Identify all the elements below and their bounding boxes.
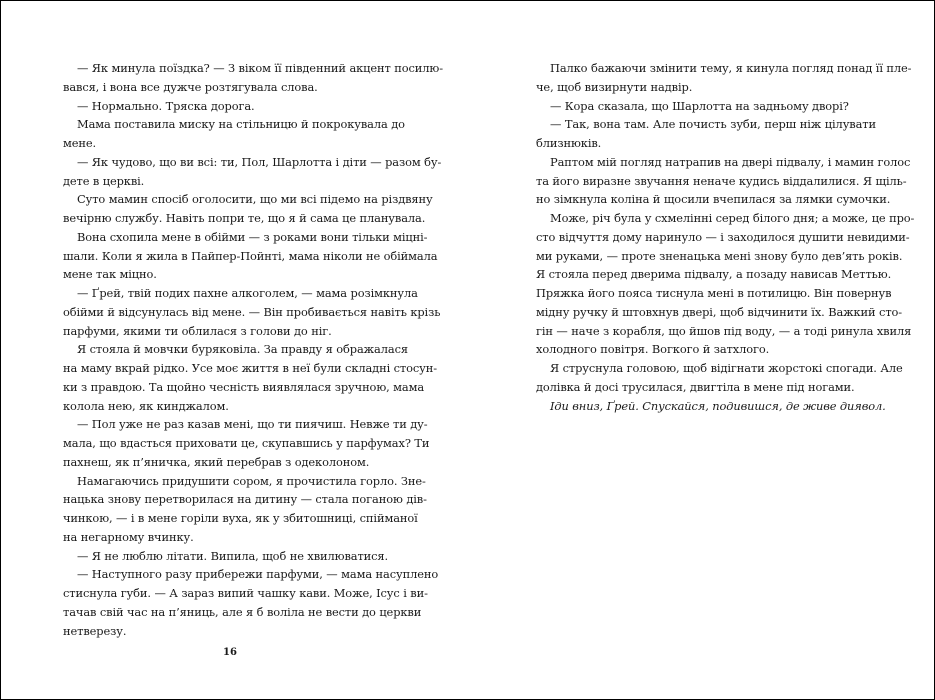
text-line: мала, що вдасться приховати це, скупавшись у парфумах? Ти — [63, 436, 430, 450]
page-number: 16 — [223, 647, 237, 658]
text-line: та його виразне звучання неначе кудись віддалилися. Я щіль- — [536, 173, 907, 188]
text-line: Іди вниз, Ґрей. Спускайся, подивишся, де живе диявол. — [550, 398, 886, 413]
text-line: нацька знову перетворилася на дитину — стала поганою дів- — [63, 492, 427, 507]
text-line: Може, річ була у схмелінні серед білого дня; а може, це про- — [550, 211, 915, 225]
left-page — [63, 59, 443, 640]
text-line: сто відчуття дому наринуло — і заходилося душити невидими- — [536, 229, 910, 244]
text-line: — Так, вона там. Але почисть зуби, перш ніж цілувати — [550, 117, 876, 132]
text-line: дете в церкві. — [63, 173, 145, 188]
text-line: пахнеш, як п’яничка, який перебрав з одеколоном. — [63, 454, 370, 469]
text-line: ки з правдою. Та щойно чесність виявлялася зручною, мама — [63, 379, 425, 394]
text-line: Я стояла перед дверима підвалу, а позаду нависав Меттью. — [536, 267, 892, 282]
text-line: — Наступного разу прибережи парфуми, — мама насуплено — [77, 567, 439, 582]
text-line: — Як минула поїздка? — З віком її південний акцент посилю- — [77, 61, 443, 75]
text-line: тачав свій час на п’яниць, але я б воліла не вести до церкви — [63, 604, 422, 619]
text-line: — Ґрей, твій подих пахне алкоголем, — мама розімкнула — [77, 286, 418, 300]
text-line: парфуми, якими ти облилася з голови до ніг. — [63, 323, 332, 338]
text-line: холодного повітря. Вогкого й затхлого. — [536, 342, 770, 357]
text-line: вечірню службу. Навіть попри те, що я й сама це планувала. — [63, 211, 426, 225]
text-line: Я струснула головою, щоб відігнати жорстокі спогади. Але — [550, 361, 903, 375]
text-line: близнюків. — [536, 136, 602, 150]
text-line: ми руками, — проте зненацька мені знову було дев’ять років. — [536, 248, 903, 263]
text-line: обійми й відсунулась від мене. — Він пробивається навіть крізь — [63, 304, 441, 319]
text-line: мене. — [63, 136, 97, 150]
text-line: вався, і вона все дужче розтягувала слова. — [63, 79, 318, 94]
text-line: Вона схопила мене в обійми — з роками вони тільки міцні- — [77, 229, 428, 244]
text-line: стиснула губи. — А зараз випий чашку кави. Може, Ісус і ви- — [63, 586, 428, 600]
text-line: на негарному вчинку. — [63, 529, 194, 544]
text-line: нетверезу. — [63, 623, 127, 638]
text-line: Намагаючись придушити сором, я прочистила горло. Зне- — [77, 473, 426, 488]
text-line: мене так міцно. — [63, 267, 157, 282]
text-line: на маму вкрай рідко. Усе моє життя в неї були складні стосун- — [63, 361, 437, 375]
text-line: Суто мамин спосіб оголосити, що ми всі підемо на різдвяну — [77, 192, 433, 207]
text-line: Палко бажаючи змінити тему, я кинула погляд понад її пле- — [550, 61, 912, 75]
text-line: Раптом мій погляд натрапив на двері підвалу, і мамин голос — [550, 154, 911, 169]
text-line: но зімкнула коліна й щосили вчепилася за лямки сумочки. — [536, 192, 891, 207]
text-line: мідну ручку й штовхнув двері, щоб відчинити їх. Важкий сто- — [536, 304, 903, 319]
text-line: колола нею, як кинджалом. — [63, 398, 229, 413]
text-line: чинкою, — і в мене горіли вуха, як у збитошниці, спійманої — [63, 511, 418, 525]
text-line: Мама поставила миску на стільницю й покрокувала до — [77, 117, 405, 132]
text-line: гін — наче з корабля, що йшов під воду, — а тоді ринула хвиля — [536, 323, 912, 338]
text-line: долівка й досі трусилася, двигтіла в мене під ногами. — [536, 379, 855, 394]
text-line: — Я не люблю літати. Випила, щоб не хвилюватися. — [77, 548, 389, 563]
text-line: че, щоб визирнути надвір. — [536, 79, 693, 94]
text-line: шали. Коли я жила в Пайпер-Пойнті, мама ніколи не обіймала — [63, 248, 438, 263]
text-line: — Як чудово, що ви всі: ти, Пол, Шарлотта і діти — разом бу- — [77, 154, 442, 169]
text-line: — Пол уже не раз казав мені, що ти пиячиш. Невже ти ду- — [77, 417, 428, 432]
text-line: Я стояла й мовчки буряковіла. За правду я ображалася — [77, 342, 408, 357]
text-line: Пряжка його пояса тиснула мені в потилицю. Він повернув — [536, 286, 892, 300]
text-line: — Нормально. Тряска дорога. — [77, 98, 255, 113]
text-line: — Кора сказала, що Шарлотта на задньому дворі? — [550, 98, 849, 113]
right-page — [536, 59, 915, 415]
